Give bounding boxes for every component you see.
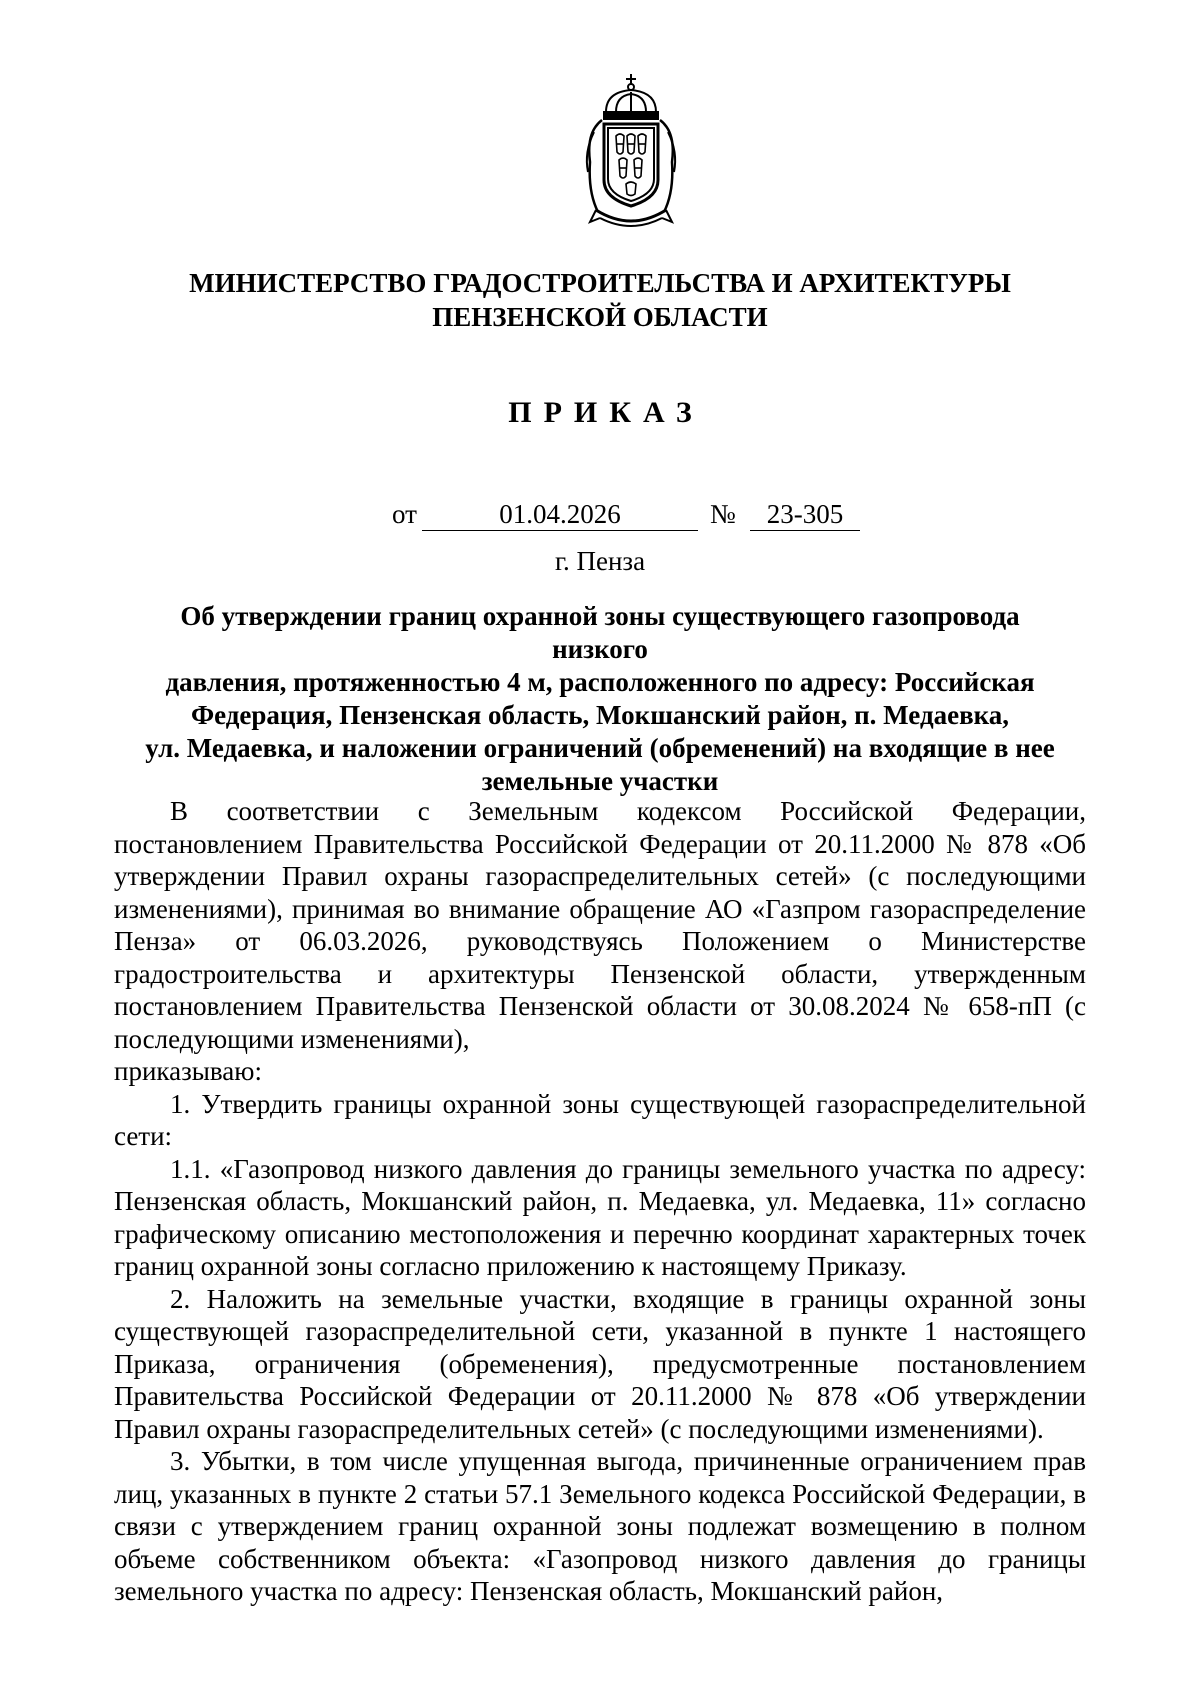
subject-line: Об утверждении границ охранной зоны существующего газопровода низкого bbox=[180, 601, 1020, 664]
subject-line: ул. Медаевка, и наложении ограничений (обременений) на входящие в нее bbox=[145, 733, 1055, 763]
document-type-title: ПРИКАЗ bbox=[508, 396, 704, 429]
order-date: 01.04.2026 bbox=[422, 498, 698, 531]
date-prefix-label: от bbox=[392, 499, 417, 529]
order-subject bbox=[132, 600, 1068, 798]
subject-line: давления, протяженностью 4 м, расположенного по адресу: Российская bbox=[165, 667, 1035, 697]
item-1-paragraph: 1. Утвердить границы охранной зоны существующей газораспределительной сети: bbox=[114, 1088, 1086, 1151]
item-3-paragraph: 3. Убытки, в том числе упущенная выгода, причиненные ограничением прав лиц, указанных в пункте 2 статьи 57.1 Земельного кодекса Российской Федерации, в связи с утверждением границ охранной зоны подлежат возмещению в полном объеме собственником объекта: «Газопровод низкого давления до границы земельного участка по адресу: Пензенская область, Мокшанский район, bbox=[114, 1446, 1086, 1606]
subject-line: земельные участки bbox=[481, 766, 719, 796]
order-word: приказываю: bbox=[114, 1056, 262, 1086]
ministry-name-line2: ПЕНЗЕНСКОЙ ОБЛАСТИ bbox=[432, 302, 768, 332]
item-1-1-paragraph: 1.1. «Газопровод низкого давления до границы земельного участка по адресу: Пензенская область, Мокшанский район, п. Медаевка, ул. Медаевка, 11» согласно графическому описанию местоположения и перечню координат характерных точек границ охранной зоны согласно приложению к настоящему Приказу. bbox=[114, 1153, 1086, 1281]
item-2-paragraph: 2. Наложить на земельные участки, входящие в границы охранной зоны существующей газораспределительной сети, указанной в пункте 1 настоящего Приказа, ограничения (обременения), предусмотренные постановлением Правительства Российской Федерации от 20.11.2000 № 878 «Об утверждении Правил охраны газораспределительных сетей» (с последующими изменениями). bbox=[114, 1283, 1086, 1444]
issue-city: г. Пенза bbox=[554, 546, 646, 576]
preamble-paragraph: В соответствии с Земельным кодексом Российской Федерации, постановлением Правительства Российской Федерации от 20.11.2000 № 878 «Об утверждении Правил охраны газораспределительных сетей» (с последующими изменениями), принимая во внимание обращение АО «Газпром газораспределение Пенза» от 06.03.2026, руководствуясь Положением о Министерстве градостроительства и архитектуры Пензенской области, утвержденным постановлением Правительства Пензенской области от 30.08.2024 № 658-пП (с последующими изменениями), bbox=[114, 796, 1086, 1054]
order-body bbox=[114, 795, 1086, 1608]
subject-line: Федерация, Пензенская область, Мокшанский район, п. Медаевка, bbox=[190, 700, 1010, 730]
ministry-name-line1: МИНИСТЕРСТВО ГРАДОСТРОИТЕЛЬСТВА И АРХИТЕКТУРЫ bbox=[189, 268, 1011, 298]
penza-coat-of-arms-icon bbox=[576, 72, 686, 232]
order-number: 23-305 bbox=[750, 498, 860, 531]
number-sign-label: № bbox=[710, 499, 736, 529]
